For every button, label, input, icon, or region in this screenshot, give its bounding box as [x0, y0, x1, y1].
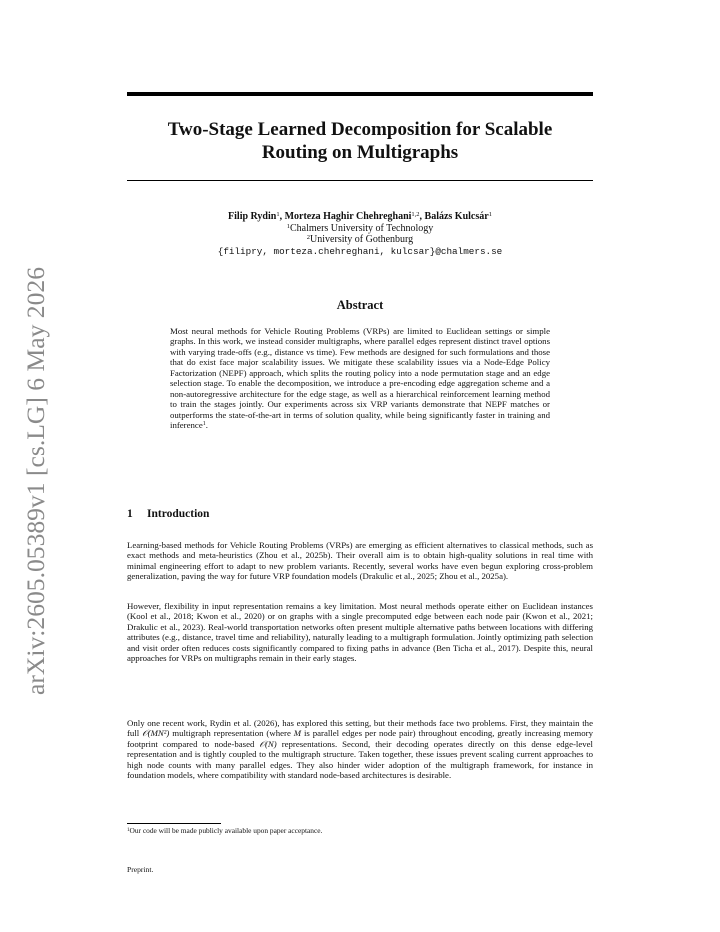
arxiv-stamp-text: arXiv:2605.05389v1 [cs.LG] 6 May 2026 [23, 277, 50, 695]
arxiv-stamp [13, 265, 53, 695]
math-m: M [293, 728, 302, 739]
affiliation-1-mark: 1 [286, 222, 290, 230]
section-title: Introduction [147, 508, 210, 520]
footnote-text: Our code will be made publicly available upon paper acceptance. [129, 826, 323, 835]
author-3: Balázs Kulcsár [424, 211, 489, 222]
author-1: Filip Rydin [228, 211, 277, 222]
abstract-footnote-mark: 1 [202, 421, 206, 428]
math-mn2: 𝒪(MN²) [142, 728, 170, 739]
affiliation-2 [127, 234, 593, 246]
abstract-body: Most neural methods for Vehicle Routing Problems (VRPs) are limited to Euclidean settings or simple graphs. In this work, we instead consider multigraphs, where parallel edges represent distinct travel options with varying trade-offs (e.g., distance vs time). Few methods are designed for such formulations and those that do exist face major scalability issues. We mitigate these scalability issues via a Node-Edge Policy Factorization (NEPF) approach, which splits the routing policy into a node permutation stage and an edge selection stage. To enable the decomposition, we introduce a pre-encoding edge aggregation scheme and a non-autoregressive architecture for the edge stage, as well as a hierarchical reinforcement learning method to train the stages jointly. Our experiments across six VRP variants demonstrate that NEPF matches or outperforms the state-of-the-art in terms of solution quality, while being significantly faster in training and inference [170, 326, 550, 431]
preprint-label: Preprint. [127, 865, 154, 874]
footnote [127, 826, 593, 835]
author-emails: {filipry, morteza.chehreghani, kulcsar}@chalmers.se [217, 245, 503, 257]
title-line-1: Two-Stage Learned Decomposition for Scalable [167, 119, 553, 140]
abstract-end: . [205, 420, 208, 431]
intro-paragraph-2: However, flexibility in input representation remains a key limitation. Most neural methods operate either on Euclidean instances (Kool et al., 2018; Kwon et al., 2020) or on graphs with a single precomputed edge between each node pair (Kwon et al., 2021; Drakulic et al., 2023). Real-world transportation networks often present multiple alternative paths between locations with differing attributes (e.g., distance, travel time and reliability), naturally leading to a multigraph formulation. Jointly optimizing path selection and visit order often reduces costs significantly compared to fixing paths in advance (Ben Ticha et al., 2017). Despite this, neural approaches for VRPs on multigraphs remain in their early stages. [127, 601, 593, 664]
author-1-affil: 1 [276, 211, 280, 218]
author-2: Morteza Haghir Chehreghani [284, 211, 412, 222]
math-on: 𝒪(N) [259, 738, 277, 749]
affiliation-2-text: University of Gothenburg [310, 234, 414, 246]
section-number: 1 [127, 508, 133, 520]
affiliation-1 [127, 223, 593, 235]
footnote-mark: 1 [127, 828, 130, 833]
author-names [127, 211, 593, 223]
arxiv-stamp-svg [13, 265, 53, 695]
section-heading-introduction [127, 508, 209, 520]
affiliation-1-text: Chalmers University of Technology [289, 222, 434, 234]
abstract-heading: Abstract [336, 298, 384, 312]
author-sep-2: , [419, 211, 425, 222]
author-3-affil: 1 [488, 211, 492, 218]
affiliation-2-mark: 2 [306, 234, 311, 242]
para3-part-a: Only one recent work, Rydin et al. (2026), has explored this setting, but their methods face two problems. First, they maintain the full [127, 718, 593, 739]
abstract-text [170, 326, 550, 431]
title-top-rule [127, 92, 593, 96]
title-bottom-rule [127, 180, 593, 181]
title-line-2: Routing on Multigraphs [261, 142, 459, 163]
intro-paragraph-3 [127, 718, 593, 780]
para3-part-b: multigraph representation (where [169, 728, 294, 739]
author-sep-1: , [279, 211, 285, 222]
para3-part-c: is parallel edges per node pair) throughout encoding, greatly increasing memory footprint compared to node-based [127, 728, 593, 749]
intro-paragraph-1: Learning-based methods for Vehicle Routing Problems (VRPs) are emerging as efficient alternatives to classical methods, such as exact methods and meta-heuristics (Zhou et al., 2025b). Their overall aim is to obtain high-quality solutions in real time with minimal engineering effort to adapt to new problem variants. Recently, several works have even begun exploring cross-problem generalization, paving the way for future VRP foundation models (Drakulic et al., 2025; Zhou et al., 2025a). [127, 540, 593, 582]
para3-part-d: representations. Second, their decoding operates directly on this dense edge-level representation and is tightly coupled to the multigraph structure. Taken together, these issues prevent scaling current approaches to high node counts with many parallel edges. They also hinder wider adoption of the multigraph framework, for instance in foundation models, where compatibility with standard node-based architectures is desirable. [127, 738, 594, 781]
author-block [127, 211, 593, 257]
footnote-rule [127, 823, 221, 824]
paper-title [127, 118, 593, 164]
author-2-affil: 1,2 [411, 211, 420, 218]
